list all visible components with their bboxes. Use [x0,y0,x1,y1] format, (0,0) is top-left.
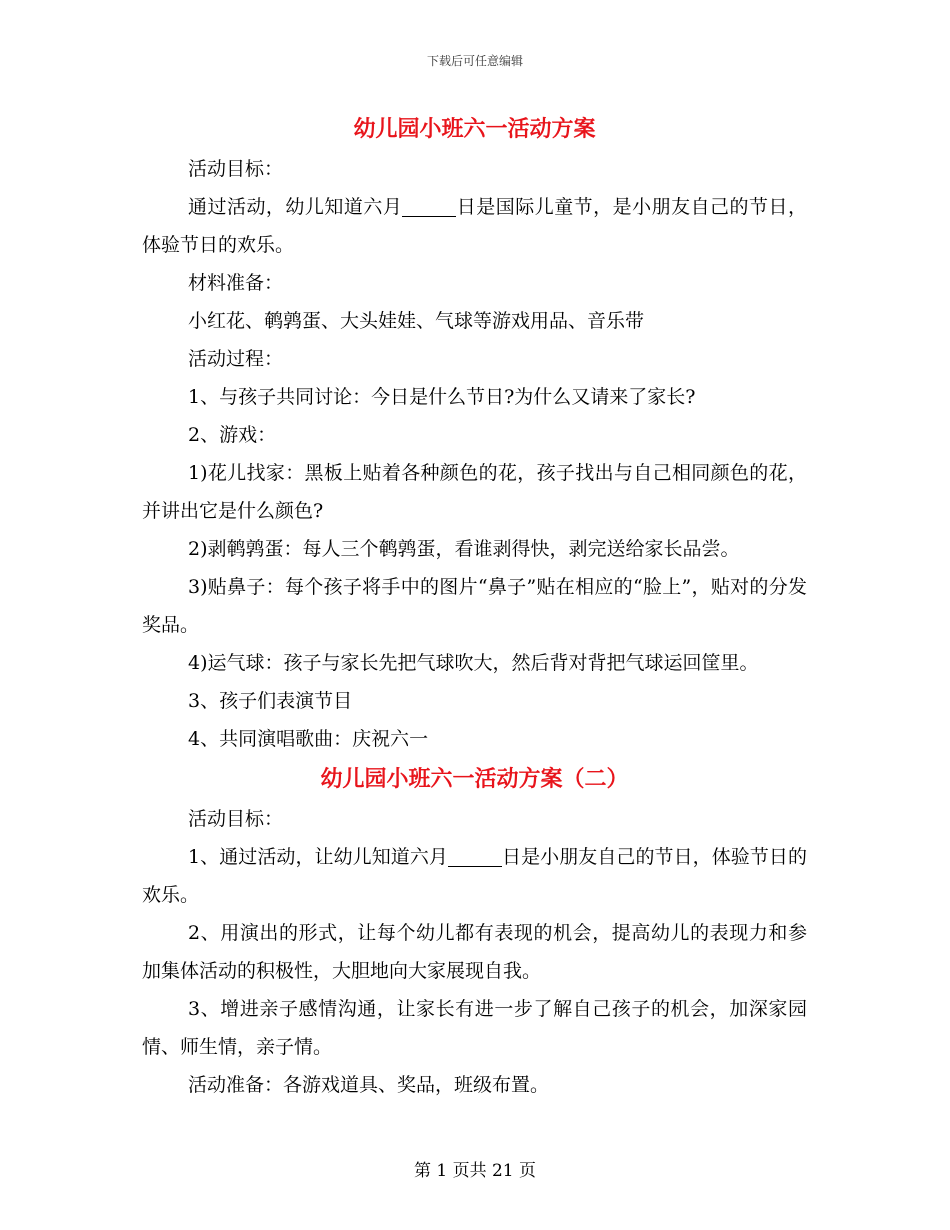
materials-text: 小红花、鹌鹑蛋、大头娃娃、气球等游戏用品、音乐带 [188,310,645,332]
goal-label-2: 活动目标： [188,808,284,830]
goal-2-3: 3、增进亲子感情沟通，让家长有进一步了解自己孩子的机会，加深家园情、师生情，亲子情。 [142,998,807,1058]
step-1: 1、与孩子共同讨论：今日是什么节日?为什么又请来了家长? [188,386,696,408]
goal-label: 活动目标： [188,158,284,180]
page-footer: 第 1 页共 21 页 [413,1161,537,1181]
page-header: 下载后可任意编辑 [426,54,523,68]
section-title-2: 幼儿园小班六一活动方案（二） [320,766,629,792]
goal-text [142,188,807,264]
material-label: 材料准备： [188,272,284,294]
game-1: 1)花儿找家：黑板上贴着各种颜色的花，孩子找出与自己相同颜色的花，并讲出它是什么颜色? [142,462,807,522]
goal-2-2: 2、用演出的形式，让每个幼儿都有表现的机会，提高幼儿的表现力和参加集体活动的积极性，大胆地向大家展现自我。 [142,922,807,982]
prep-text: 活动准备：各游戏道具、奖品，班级布置。 [188,1074,550,1096]
goal-text-a: 通过活动，幼儿知道六月 [188,196,403,218]
goal-2-1-b: 日是小朋友自己的节日，体验节日的欢乐。 [142,846,807,906]
game-2: 2)剥鹌鹑蛋：每人三个鹌鹑蛋，看谁剥得快，剥完送给家长品尝。 [188,538,740,560]
document-body [142,108,807,1104]
step-3: 3、孩子们表演节目 [188,690,353,712]
game-4: 4)运气球：孩子与家长先把气球吹大，然后背对背把气球运回筐里。 [188,652,759,674]
goal-2-1 [142,838,807,914]
fill-blank-2 [448,846,502,867]
fill-blank [402,196,456,217]
game-3: 3)贴鼻子：每个孩子将手中的图片“鼻子”贴在相应的“脸上”，贴对的分发奖品。 [142,576,807,636]
step-2: 2、游戏： [188,424,277,446]
step-4: 4、共同演唱歌曲：庆祝六一 [188,728,429,750]
process-label: 活动过程： [188,348,284,370]
section-title-1: 幼儿园小班六一活动方案 [353,116,596,142]
goal-2-1-a: 1、通过活动，让幼儿知道六月 [188,846,448,868]
goal-text-b: 日是国际儿童节，是小朋友自己的节日，体验节日的欢乐。 [142,196,807,256]
